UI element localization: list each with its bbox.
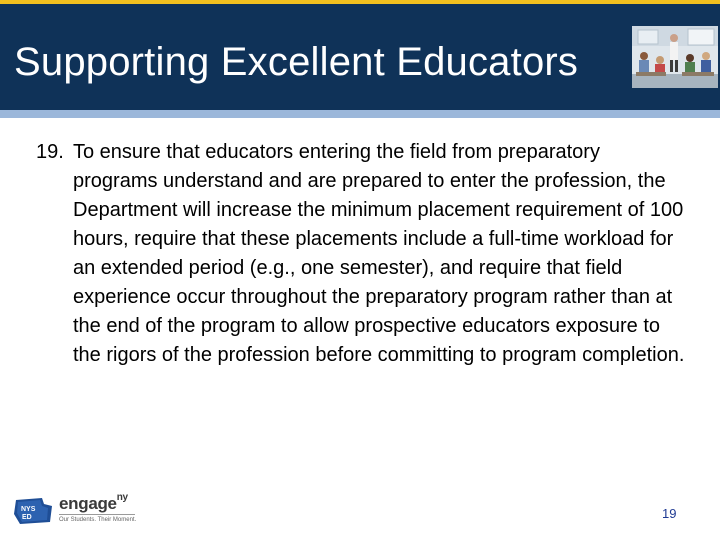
logo-divider: [59, 514, 135, 515]
slide-title: Supporting Excellent Educators: [14, 40, 579, 84]
svg-text:ED: ED: [22, 514, 32, 521]
logo-wordmark: [59, 494, 128, 514]
logo-superscript: ny: [116, 492, 128, 504]
classroom-photo-icon: [632, 26, 718, 88]
slide-body: [36, 138, 686, 370]
engageny-logo: [12, 494, 136, 528]
slide-header: [0, 4, 720, 110]
list-item-number: 19.: [36, 141, 64, 163]
numbered-list-item: [36, 138, 686, 370]
logo-wordmark-text: engage: [59, 494, 117, 513]
list-item-text: To ensure that educators entering the field from preparatory programs understand and are prepared to enter the profession, the Department will increase the minimum placement requirement of 100 hours, require that these placements include a full-time workload for an extended period (e.g., one semester), and require that field experience occur throughout the preparatory program rather than at the end of the program to allow prospective educators exposure to the rigors of the profession before committing to program completion.: [73, 141, 685, 366]
logo-tagline: Our Students. Their Moment.: [59, 517, 137, 523]
header-stripe: [0, 110, 720, 118]
svg-text:NYS: NYS: [21, 506, 36, 513]
page-number: 19: [662, 506, 677, 521]
nys-ed-logo-icon: [12, 494, 56, 528]
